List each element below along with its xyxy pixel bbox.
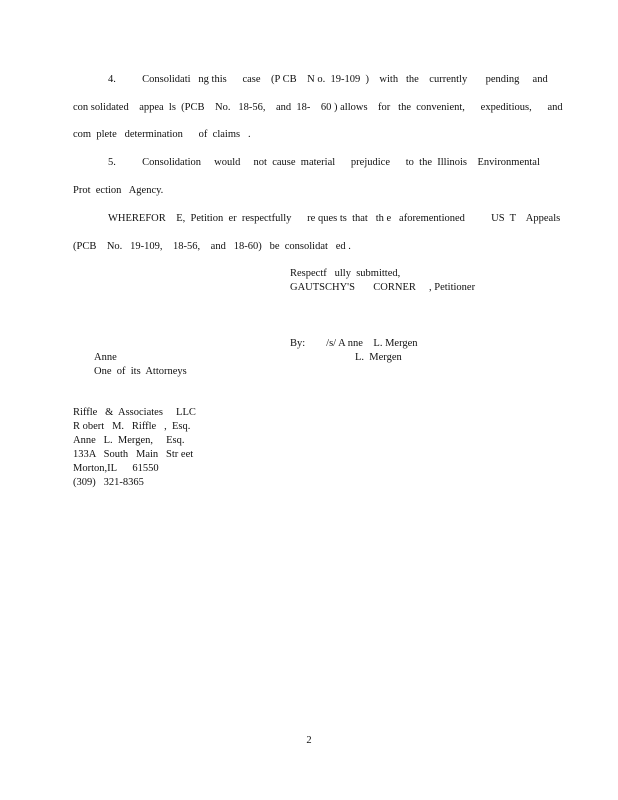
signature-closing: Respectf ully submitted, [290, 268, 401, 279]
counsel-street: 133A South Main Str eet [73, 449, 194, 460]
paragraph-4-line-3: com plete determination of claims . [73, 129, 251, 140]
paragraph-4-line-2: con solidated appea ls (PCB No. 18-56, and 18- 60 ) allows for the convenient, expeditious, and [73, 102, 563, 113]
paragraph-4-line-1: 4. Consolidati ng this case (P CB N o. 19-109 ) with the currently pending and [108, 74, 548, 85]
signature-role: One of its Attorneys [94, 366, 187, 377]
paragraph-5-line-2: Prot ection Agency. [73, 185, 164, 196]
signature-name-last: L. Mergen [355, 352, 402, 363]
page-number: 2 [306, 735, 312, 746]
paragraph-6-line-2: (PCB No. 19-109, 18-56, and 18-60) be consolidat ed . [73, 241, 351, 252]
counsel-attorney-2: Anne L. Mergen, Esq. [73, 435, 185, 446]
counsel-phone: (309) 321-8365 [73, 477, 144, 488]
paragraph-6-line-1: WHEREFOR E, Petition er respectfully re ques ts that th e aforementioned US T Appeals [108, 213, 561, 224]
signature-by-line: By: /s/ A nne L. Mergen [290, 338, 418, 349]
paragraph-5-line-1: 5. Consolidation would not cause material prejudice to the Illinois Environmental [108, 157, 540, 168]
counsel-attorney-1: R obert M. Riffle , Esq. [73, 421, 191, 432]
signature-name-first: Anne [94, 352, 117, 363]
counsel-firm: Riffle & Associates LLC [73, 407, 196, 418]
signature-party: GAUTSCHY'S CORNER , Petitioner [290, 282, 476, 293]
counsel-city: Morton,IL 61550 [73, 463, 159, 474]
